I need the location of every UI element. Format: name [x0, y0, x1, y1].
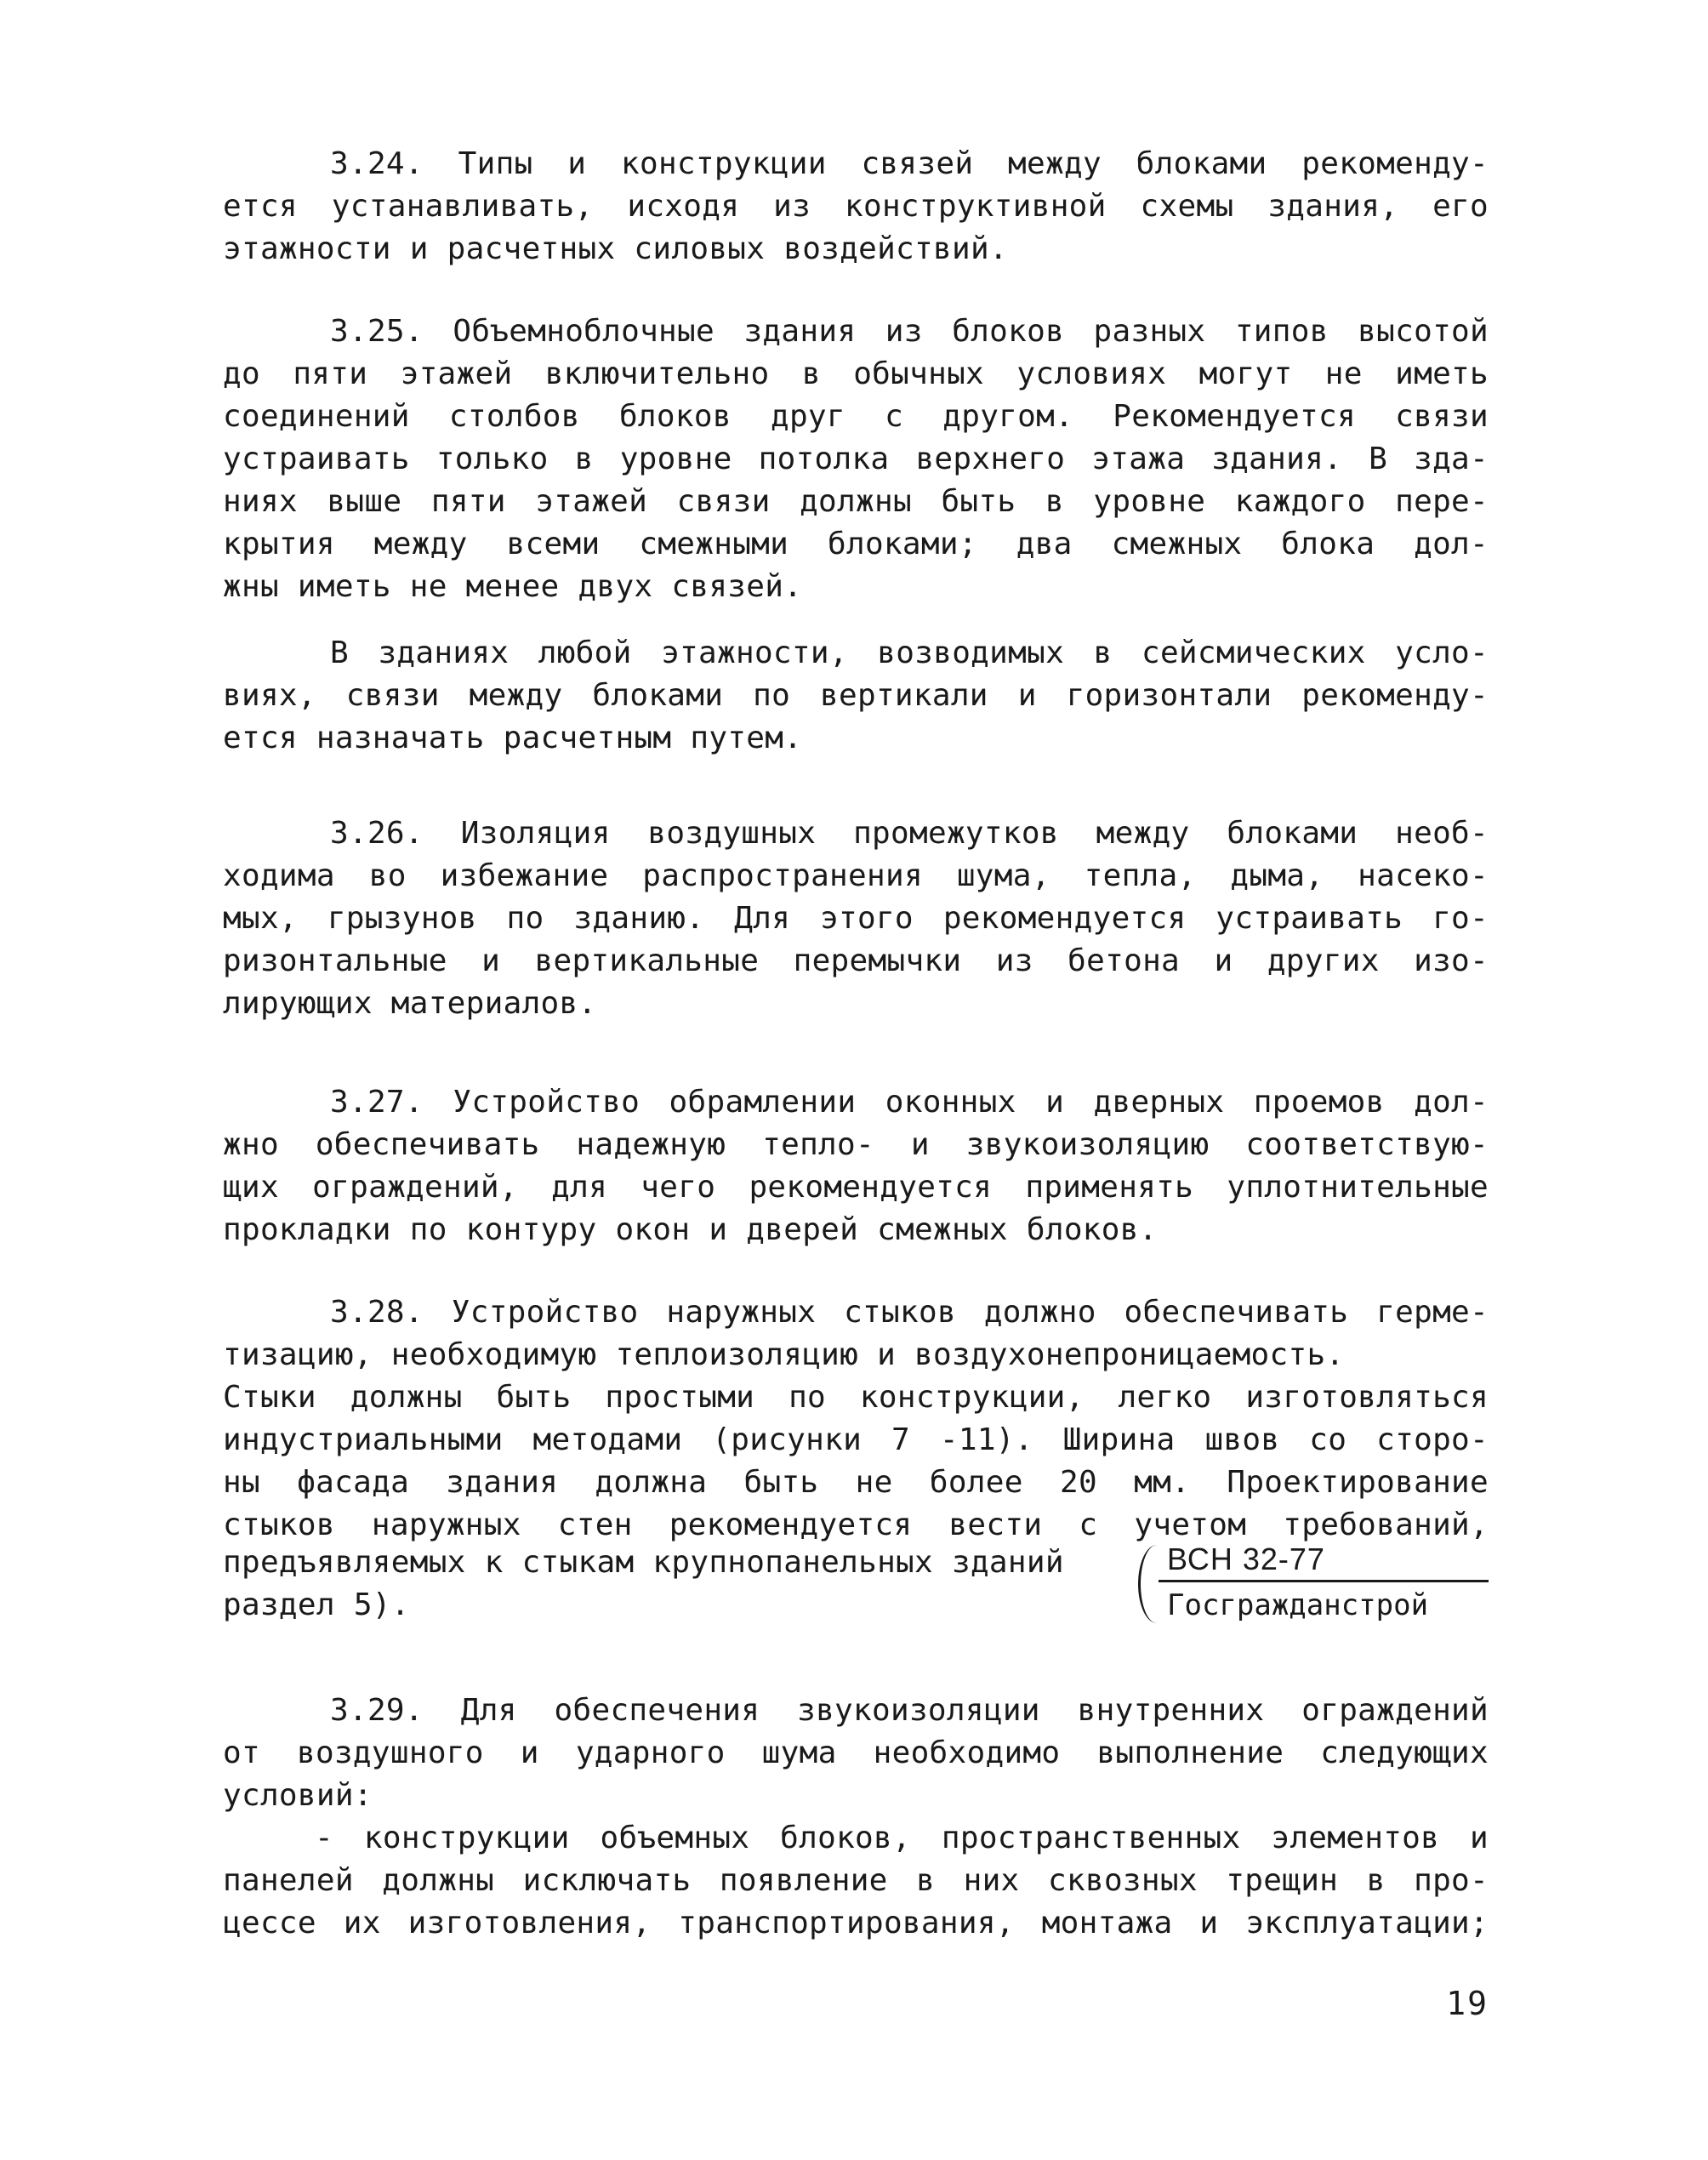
text-line: 3.26. Изоляция воздушных промежутков между блоками необ- — [330, 816, 1489, 851]
text-line: 3.24. Типы и конструкции связей между блоками рекоменду- — [330, 146, 1489, 181]
page-number: 19 — [1446, 1985, 1489, 2022]
text-line: до пяти этажей включительно в обычных условиях могут не иметь — [223, 356, 1489, 391]
text-line: предъявляемых к стыкам крупнопанельных зданий — [223, 1545, 1064, 1580]
text-line: ется устанавливать, исходя из конструктивной схемы здания, его — [223, 189, 1489, 224]
text-line: индустриальными методами (рисунки 7 -11). Ширина швов со сторо- — [223, 1422, 1489, 1457]
reference-numerator: ВСН 32-77 — [1167, 1542, 1325, 1576]
text-line: стыков наружных стен рекомендуется вести с учетом требований, — [223, 1507, 1489, 1542]
text-line: цессе их изготовления, транспортирования, монтажа и эксплуатации; — [223, 1906, 1489, 1941]
text-line: 3.29. Для обеспечения звукоизоляции внутренних ограждений — [330, 1693, 1489, 1728]
text-line: мых, грызунов по зданию. Для этого рекомендуется устраивать го- — [223, 901, 1489, 936]
text-line: соединений столбов блоков друг с другом. Рекомендуется связи — [223, 399, 1489, 434]
text-line: этажности и расчетных силовых воздействий. — [223, 231, 1008, 266]
text-line: тизацию, необходимую теплоизоляцию и воздухонепроницаемость. — [223, 1337, 1345, 1372]
text-line: жны иметь не менее двух связей. — [223, 569, 803, 604]
text-line: устраивать только в уровне потолка верхнего этажа здания. В зда- — [223, 442, 1489, 476]
text-line: 3.27. Устройство обрамлении оконных и дверных проемов дол- — [330, 1085, 1489, 1120]
text-line: ны фасада здания должна быть не более 20 мм. Проектирование — [223, 1465, 1489, 1500]
text-line: В зданиях любой этажности, возводимых в сейсмических усло- — [330, 635, 1489, 670]
reference-fraction-rule — [1159, 1580, 1489, 1582]
text-line: от воздушного и ударного шума необходимо выполнение следующих — [223, 1735, 1489, 1770]
text-line: ется назначать расчетным путем. — [223, 721, 803, 755]
text-line: ризонтальные и вертикальные перемычки из бетона и других изо- — [223, 943, 1489, 978]
text-line: виях, связи между блоками по вертикали и горизонтали рекоменду- — [223, 678, 1489, 713]
text-line: щих ограждений, для чего рекомендуется применять уплотнительные — [223, 1170, 1489, 1205]
list-item: - конструкции объемных блоков, пространственных элементов и — [315, 1821, 1489, 1855]
text-line: лирующих материалов. — [223, 986, 597, 1021]
reference-denominator: Госгражданстрой — [1167, 1588, 1429, 1622]
text-line: жно обеспечивать надежную тепло- и звукоизоляцию соответствую- — [223, 1127, 1489, 1162]
text-line: Стыки должны быть простыми по конструкции, легко изготовляться — [223, 1380, 1489, 1415]
text-line: условий: — [223, 1778, 373, 1813]
text-line: панелей должны исключать появление в них сквозных трещин в про- — [223, 1863, 1489, 1898]
text-line: 3.28. Устройство наружных стыков должно обеспечивать герме- — [330, 1295, 1489, 1330]
text-line: ниях выше пяти этажей связи должны быть в уровне каждого пере- — [223, 484, 1489, 519]
text-line: прокладки по контуру окон и дверей смежных блоков. — [223, 1212, 1158, 1247]
text-line: ходима во избежание распространения шума, тепла, дыма, насеко- — [223, 858, 1489, 893]
text-line: крытия между всеми смежными блоками; два смежных блока дол- — [223, 527, 1489, 561]
text-line: раздел 5). — [223, 1587, 410, 1622]
text-line: 3.25. Объемноблочные здания из блоков разных типов высотой — [330, 314, 1489, 349]
